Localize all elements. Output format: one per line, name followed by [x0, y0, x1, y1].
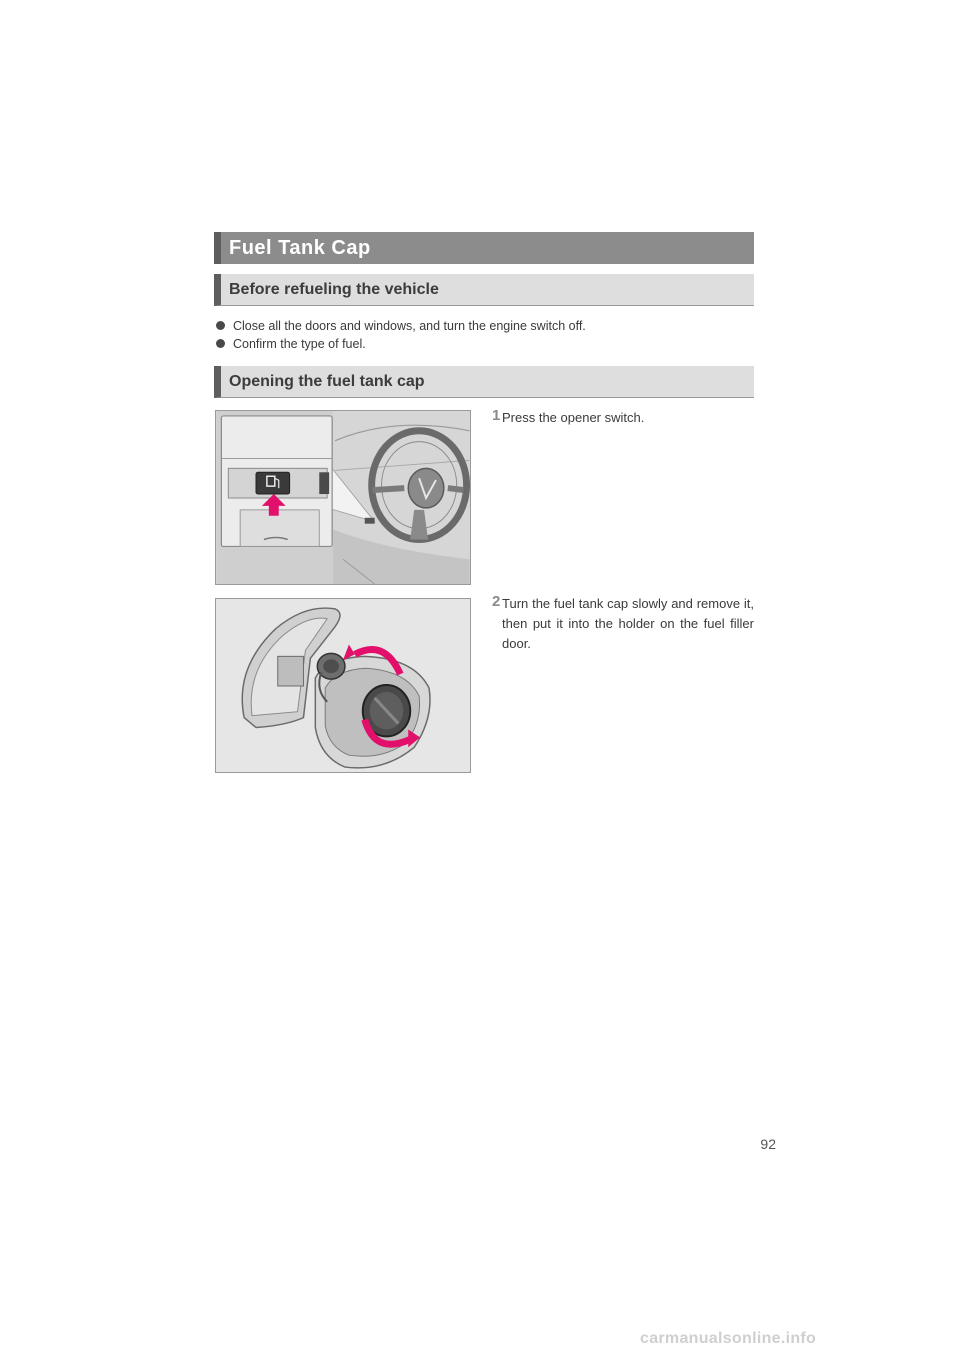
step-text: Press the opener switch.	[502, 410, 645, 425]
bullet-dot-icon	[216, 339, 225, 348]
opener-switch-illustration	[215, 410, 471, 585]
step-1	[492, 408, 754, 428]
fuel-cap-illustration	[215, 598, 471, 773]
fuel-filler-illustration	[216, 599, 470, 772]
step-number: 2	[492, 593, 501, 610]
bullet-item: Close all the doors and windows, and turn the engine switch off.	[216, 318, 586, 334]
bullet-item: Confirm the type of fuel.	[216, 336, 366, 352]
step-2	[492, 594, 754, 654]
watermark: carmanualsonline.info	[640, 1330, 817, 1347]
dashboard-illustration	[216, 411, 470, 584]
page-number: 92	[760, 1136, 776, 1152]
subsection-title-before-refueling: Before refueling the vehicle	[214, 274, 754, 306]
step-text: Turn the fuel tank cap slowly and remove it, then put it into the holder on the fuel filler door.	[502, 596, 754, 651]
bullet-dot-icon	[216, 321, 225, 330]
step-number: 1	[492, 407, 501, 424]
subsection-title-opening-cap: Opening the fuel tank cap	[214, 366, 754, 398]
section-title: Fuel Tank Cap	[214, 232, 754, 264]
